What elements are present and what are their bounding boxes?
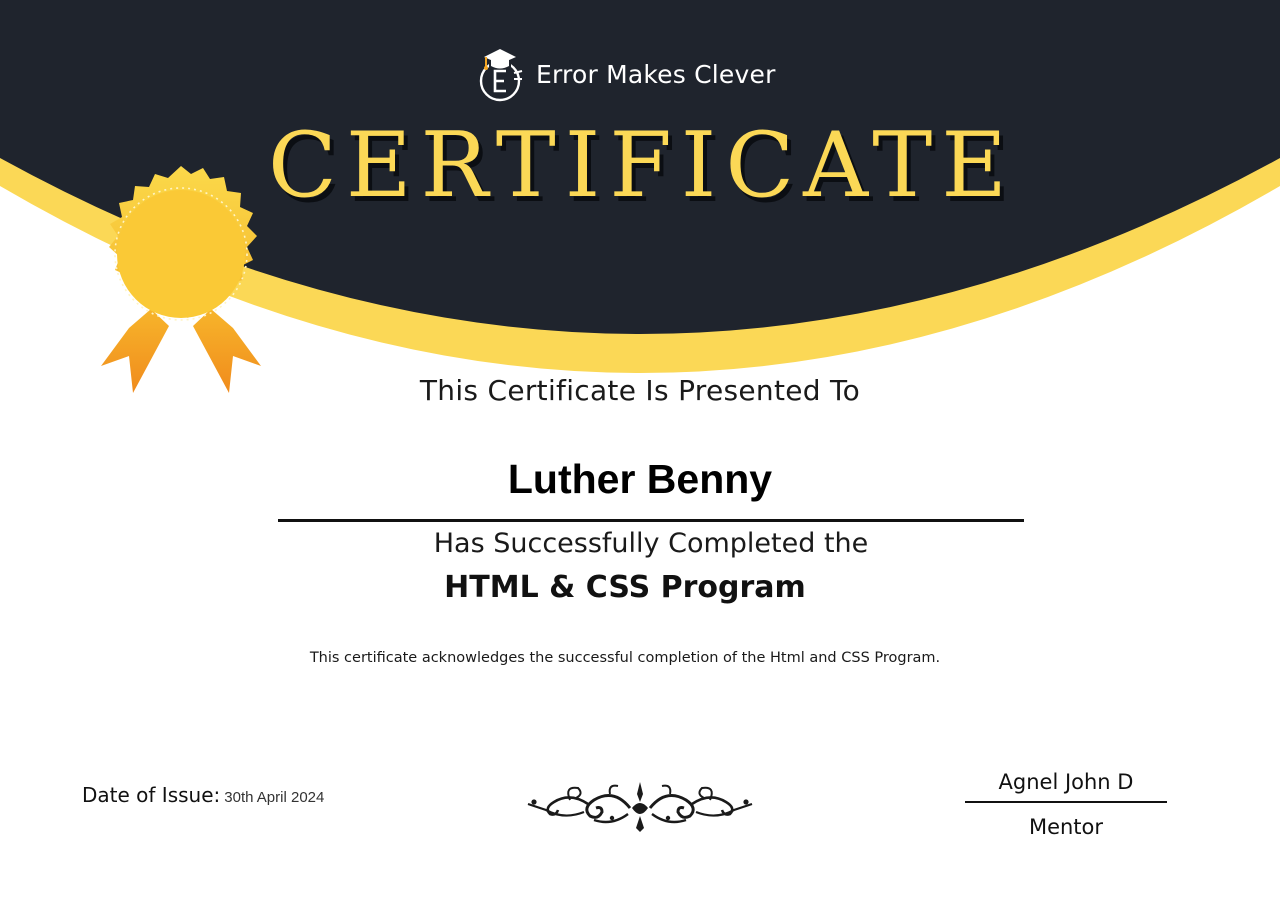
certificate-title: CERTIFICATE [268,113,1016,218]
completed-label: Has Successfully Completed the [433,528,869,559]
recipient-underline [278,519,1024,522]
signer-role: Mentor [1028,815,1104,839]
signer-name: Agnel John D [998,770,1134,794]
date-label: Date of Issue: [82,783,221,807]
program-name: HTML & CSS Program [444,570,806,605]
date-value: 30th April 2024 [224,789,325,806]
brand-name: Error Makes Clever [536,59,776,89]
signature-line [965,801,1167,803]
presented-to-label: This Certificate Is Presented To [419,374,861,407]
flourish-ornament-icon [524,780,756,832]
acknowledgement-text: This certificate acknowledges the successful completion of the Html and CSS Program. [309,650,941,666]
recipient-name: Luther Benny [507,456,773,502]
graduation-cap-e-icon [478,45,524,103]
date-of-issue [82,783,324,807]
brand-logo [478,44,776,104]
